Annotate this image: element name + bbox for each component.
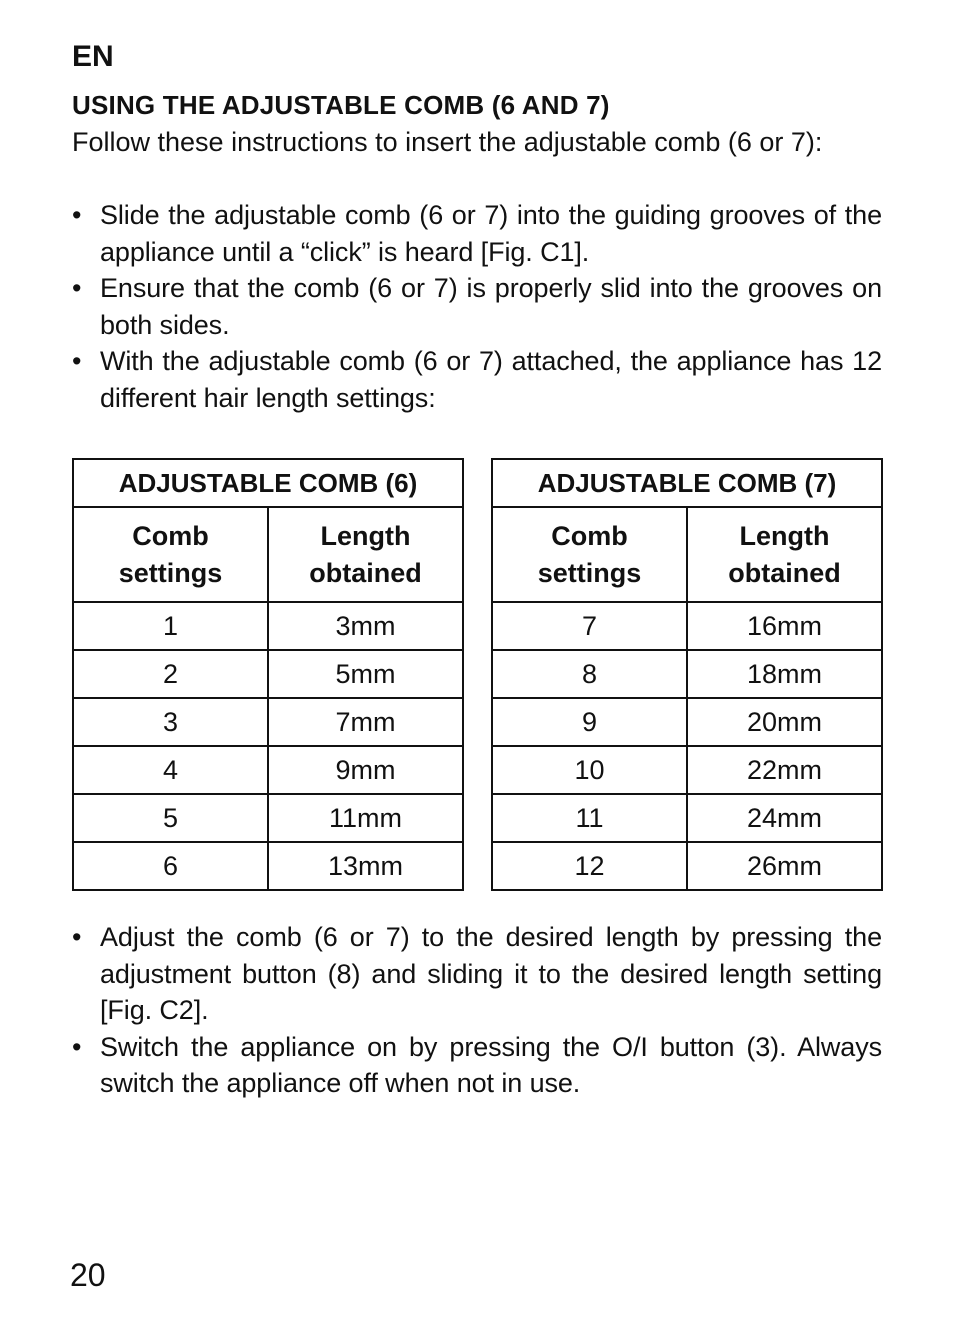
table-title: ADJUSTABLE COMB (7) — [492, 459, 882, 507]
length-cell: 18mm — [687, 650, 882, 698]
column-header-line: Comb — [551, 520, 628, 551]
column-header-comb-settings — [492, 507, 687, 602]
column-header-line: settings — [118, 557, 223, 588]
comb-6-settings-table — [72, 458, 464, 891]
column-header-line: obtained — [309, 557, 422, 588]
table-row — [492, 698, 882, 746]
length-cell: 7mm — [268, 698, 463, 746]
comb-setting-cell: 7 — [492, 602, 687, 650]
table-row — [492, 746, 882, 794]
table-row — [492, 842, 882, 890]
length-cell: 20mm — [687, 698, 882, 746]
comb-setting-cell: 5 — [73, 794, 268, 842]
column-header-length-obtained — [687, 507, 882, 602]
table-row — [492, 650, 882, 698]
comb-setting-cell: 10 — [492, 746, 687, 794]
table-row — [492, 602, 882, 650]
instruction-list-top — [72, 197, 882, 416]
column-header-length-obtained — [268, 507, 463, 602]
comb-setting-cell: 2 — [73, 650, 268, 698]
instruction-item: • Slide the adjustable comb (6 or 7) into the guiding grooves of the appliance until a “click” is heard [Fig. C1]. — [72, 197, 882, 270]
language-code: EN — [72, 40, 114, 73]
table-row — [73, 602, 463, 650]
length-cell: 26mm — [687, 842, 882, 890]
comb-setting-cell: 8 — [492, 650, 687, 698]
table-row — [73, 794, 463, 842]
table-row — [73, 746, 463, 794]
length-cell: 11mm — [268, 794, 463, 842]
comb-setting-cell: 4 — [73, 746, 268, 794]
column-header-line: settings — [537, 557, 642, 588]
length-cell: 16mm — [687, 602, 882, 650]
length-cell: 24mm — [687, 794, 882, 842]
comb-setting-cell: 9 — [492, 698, 687, 746]
comb-7-settings-table — [491, 458, 883, 891]
column-header-line: Length — [739, 520, 830, 551]
table-row — [73, 650, 463, 698]
length-cell: 22mm — [687, 746, 882, 794]
comb-setting-cell: 12 — [492, 842, 687, 890]
page-number: 20 — [70, 1257, 106, 1293]
intro-paragraph: Follow these instructions to insert the adjustable comb (6 or 7): — [72, 127, 823, 157]
comb-setting-cell: 1 — [73, 602, 268, 650]
length-cell: 13mm — [268, 842, 463, 890]
table-row — [492, 794, 882, 842]
table-row — [73, 842, 463, 890]
length-cell: 9mm — [268, 746, 463, 794]
column-header-line: obtained — [728, 557, 841, 588]
column-header-line: Length — [320, 520, 411, 551]
instruction-item: • With the adjustable comb (6 or 7) attached, the appliance has 12 different hair length settings: — [72, 343, 882, 416]
instruction-item: • Adjust the comb (6 or 7) to the desired length by pressing the adjustment button (8) and sliding it to the desired length setting [Fig. C2]. — [72, 919, 882, 1029]
comb-setting-cell: 6 — [73, 842, 268, 890]
table-row — [73, 698, 463, 746]
comb-setting-cell: 3 — [73, 698, 268, 746]
instruction-item: • Ensure that the comb (6 or 7) is properly slid into the grooves on both sides. — [72, 270, 882, 343]
column-header-line: Comb — [132, 520, 209, 551]
length-cell: 3mm — [268, 602, 463, 650]
section-heading: USING THE ADJUSTABLE COMB (6 AND 7) — [72, 90, 610, 120]
comb-setting-cell: 11 — [492, 794, 687, 842]
instruction-item: • Switch the appliance on by pressing the O/I button (3). Always switch the appliance off when not in use. — [72, 1029, 882, 1102]
length-cell: 5mm — [268, 650, 463, 698]
column-header-comb-settings — [73, 507, 268, 602]
table-title: ADJUSTABLE COMB (6) — [73, 459, 463, 507]
instruction-list-bottom — [72, 919, 882, 1102]
